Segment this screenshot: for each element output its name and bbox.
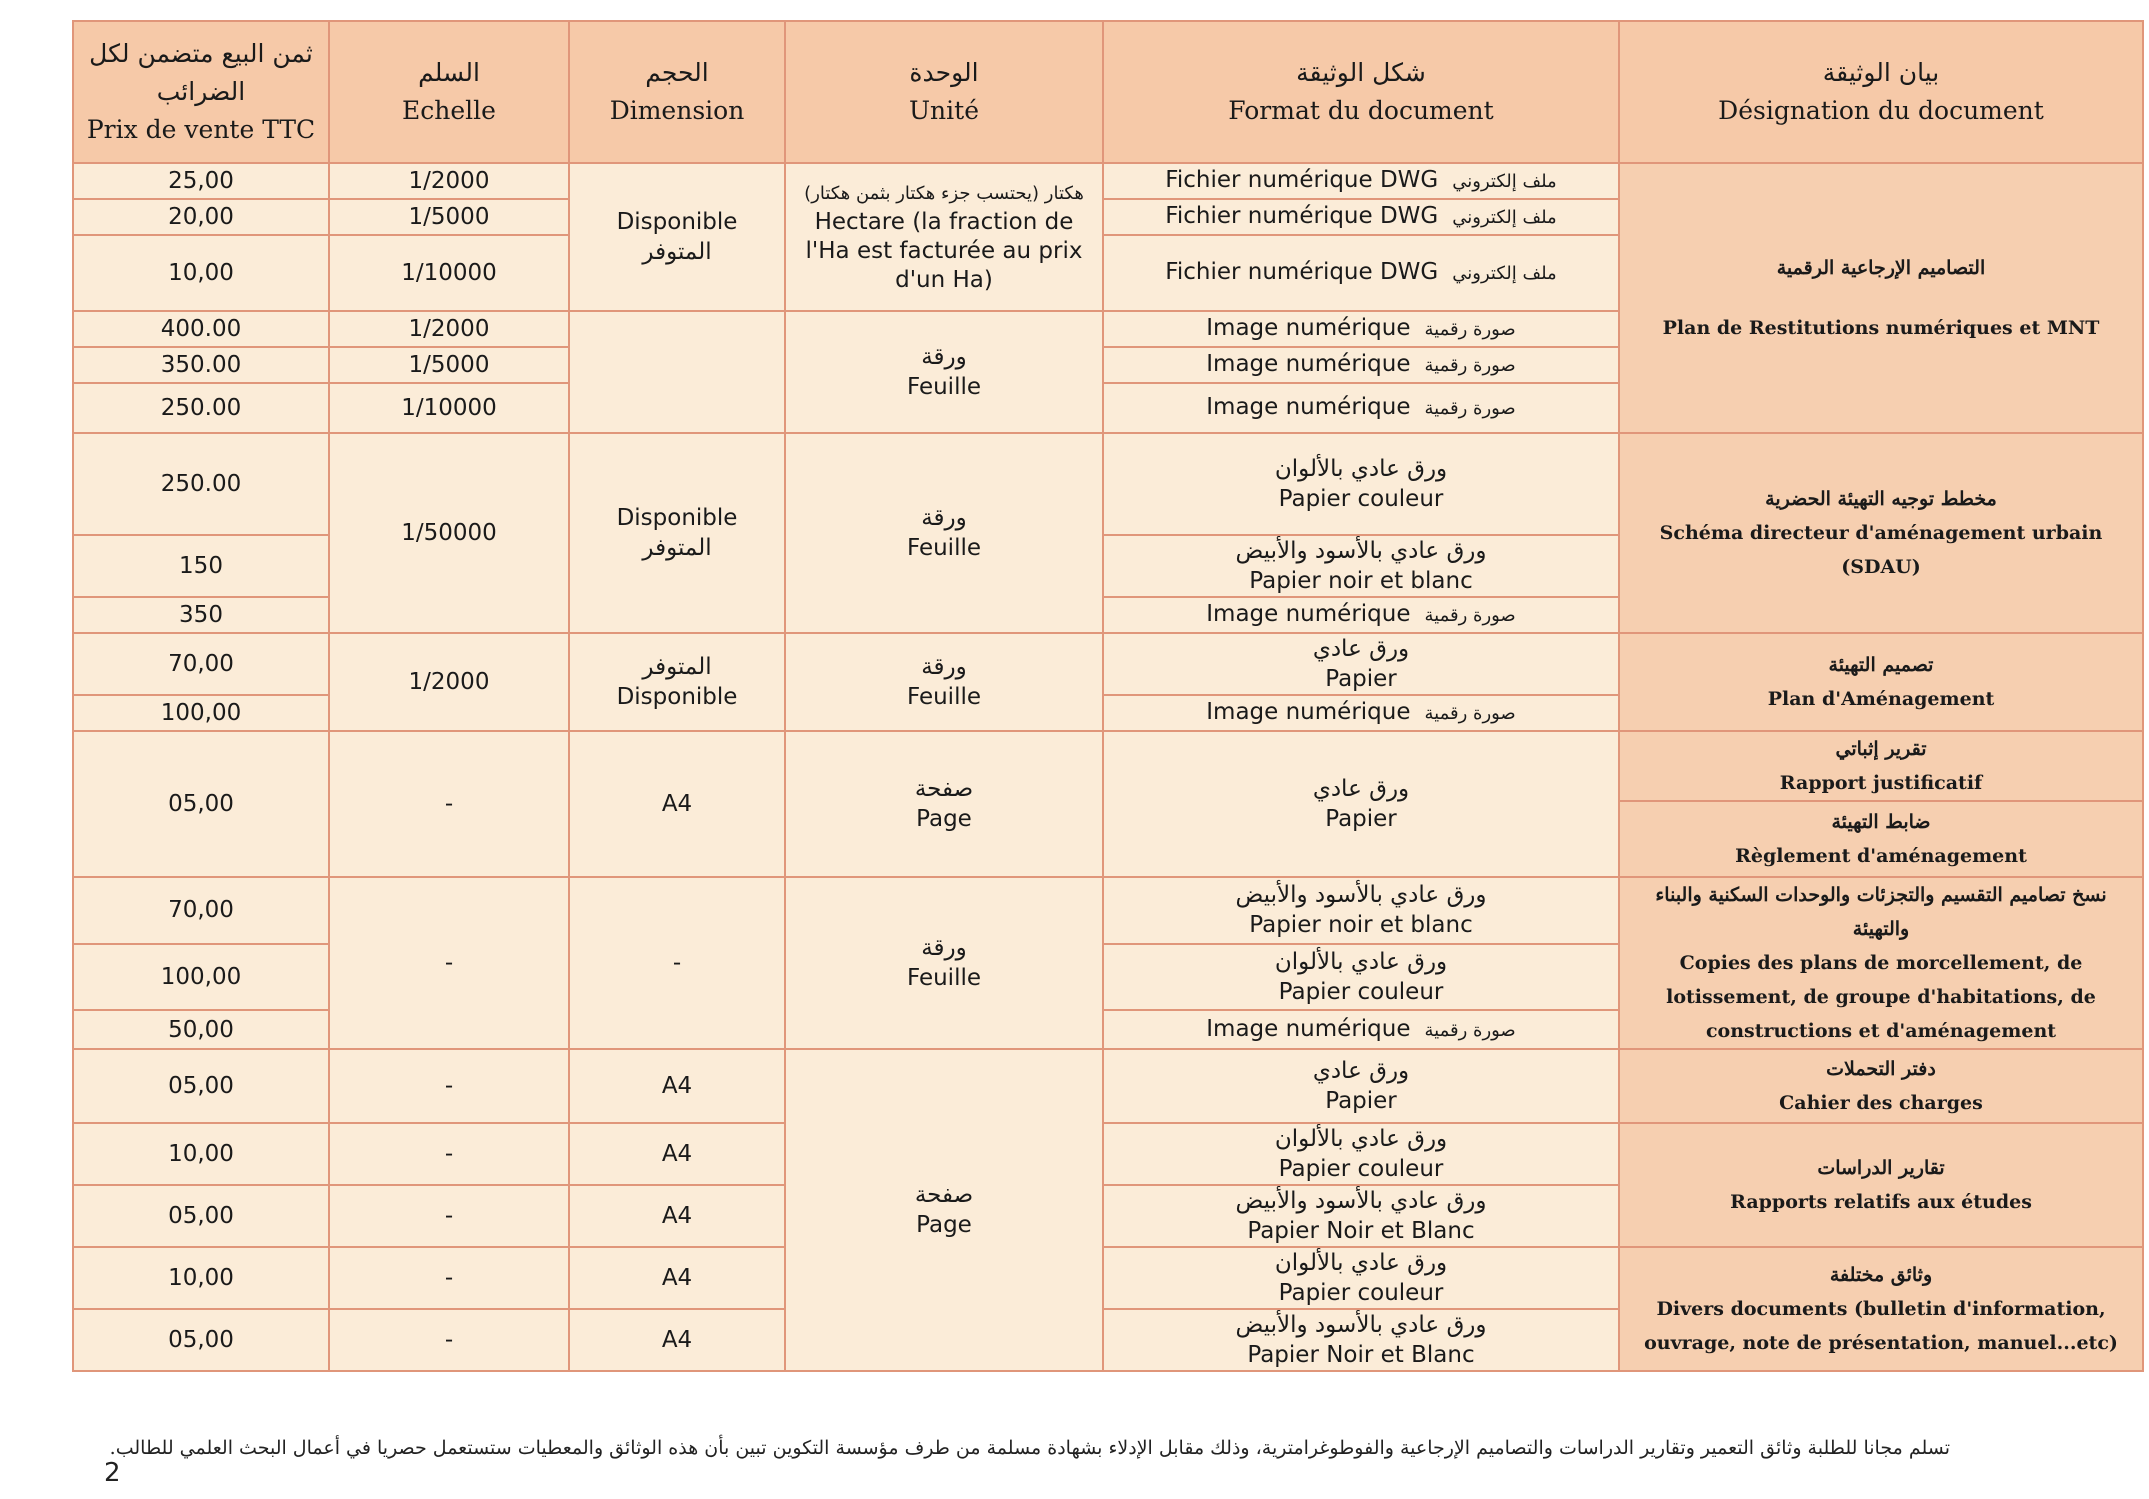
- unit-ar: صفحة: [914, 776, 974, 802]
- format-fr: Papier: [1325, 806, 1397, 832]
- scale-cell: -: [329, 877, 569, 1049]
- unit-cell: [785, 163, 1103, 311]
- designation-fr: Copies des plans de morcellement, de lotissement, de groupe d'habitations, de constructions et d'aménagement: [1666, 952, 2096, 1042]
- header-unit-fr: Unité: [908, 96, 979, 125]
- designation-fr: Règlement d'aménagement: [1735, 845, 2027, 867]
- price-cell: 100,00: [73, 944, 329, 1011]
- header-format-ar: شكل الوثيقة: [1296, 58, 1426, 87]
- unit-cell: [785, 731, 1103, 877]
- format-fr: Papier couleur: [1278, 1156, 1444, 1182]
- unit-fr: Feuille: [906, 965, 982, 991]
- dimension-ar: المتوفر: [642, 239, 712, 265]
- designation-copies: [1619, 877, 2143, 1049]
- dimension-fr: Disponible: [616, 684, 738, 710]
- format-fr: Image numérique: [1206, 315, 1411, 341]
- format-cell: [1103, 1049, 1619, 1123]
- format-ar: ملف إلكتروني: [1452, 207, 1557, 228]
- scale-cell: 1/2000: [329, 311, 569, 347]
- price-cell: 05,00: [73, 731, 329, 877]
- dimension-ar: المتوفر: [642, 535, 712, 561]
- scale-cell: 1/5000: [329, 347, 569, 383]
- price-cell: 05,00: [73, 1049, 329, 1123]
- dimension-cell: A4: [569, 1123, 785, 1185]
- format-fr: Papier couleur: [1278, 486, 1444, 512]
- table-row: [73, 877, 2143, 944]
- price-cell: 350.00: [73, 347, 329, 383]
- designation-ar: وثائق مختلفة: [1829, 1264, 1933, 1286]
- header-format: [1103, 21, 1619, 163]
- format-cell: [1103, 695, 1619, 731]
- header-scale-ar: السلم: [418, 58, 480, 87]
- scale-cell: -: [329, 1185, 569, 1247]
- format-cell: [1103, 944, 1619, 1011]
- dimension-cell: -: [569, 877, 785, 1049]
- table-row: [73, 731, 2143, 801]
- scale-cell: -: [329, 1123, 569, 1185]
- table-row: [73, 1049, 2143, 1123]
- price-cell: 20,00: [73, 199, 329, 235]
- page-number: 2: [104, 1458, 121, 1488]
- dimension-cell: A4: [569, 731, 785, 877]
- format-ar: صورة رقمية: [1424, 1019, 1516, 1041]
- dimension-cell: A4: [569, 1309, 785, 1371]
- format-cell: [1103, 1123, 1619, 1185]
- format-ar: ورق عادي بالأسود والأبيض: [1235, 882, 1487, 909]
- format-ar: صورة رقمية: [1424, 398, 1516, 419]
- format-fr: Papier noir et blanc: [1249, 568, 1473, 594]
- designation-ar: نسخ تصاميم التقسيم والتجزئات والوحدات السكنية والبناء والتهيئة: [1655, 884, 2107, 940]
- price-cell: 25,00: [73, 163, 329, 199]
- format-cell: [1103, 877, 1619, 944]
- price-cell: 10,00: [73, 1123, 329, 1185]
- format-ar: ورق عادي بالألوان: [1274, 1126, 1448, 1152]
- header-designation-fr: Désignation du document: [1718, 96, 2044, 125]
- format-fr: Fichier numérique DWG: [1165, 203, 1439, 229]
- header-unit-ar: الوحدة: [909, 58, 979, 87]
- scale-cell: 1/50000: [329, 433, 569, 633]
- unit-ar: صفحة: [914, 1182, 974, 1208]
- header-price-fr: Prix de vente TTC: [86, 115, 316, 144]
- header-scale-fr: Echelle: [402, 96, 496, 125]
- format-ar: ملف إلكتروني: [1452, 171, 1557, 192]
- format-ar: صورة رقمية: [1424, 605, 1516, 626]
- format-fr: Papier: [1325, 1088, 1397, 1114]
- format-ar: صورة رقمية: [1424, 319, 1516, 340]
- designation-fr: Schéma directeur d'aménagement urbain (SDAU): [1659, 522, 2103, 578]
- designation-etudes: [1619, 1123, 2143, 1247]
- format-ar: صورة رقمية: [1424, 355, 1516, 376]
- scale-cell: -: [329, 1309, 569, 1371]
- header-scale: [329, 21, 569, 163]
- header-price-ar: ثمن البيع متضمن لكل الضرائب: [89, 39, 313, 106]
- format-fr: Papier Noir et Blanc: [1247, 1218, 1475, 1244]
- price-cell: 250.00: [73, 433, 329, 535]
- format-fr: Image numérique: [1206, 351, 1411, 377]
- header-dimension-fr: Dimension: [609, 96, 745, 125]
- unit-fr: Page: [916, 806, 972, 832]
- price-cell: 05,00: [73, 1185, 329, 1247]
- unit-cell: [785, 311, 1103, 433]
- scale-cell: 1/2000: [329, 163, 569, 199]
- format-ar: ورق عادي بالأسود والأبيض: [1235, 538, 1487, 564]
- unit-fr: Feuille: [906, 684, 982, 710]
- format-cell: [1103, 433, 1619, 535]
- dimension-cell: A4: [569, 1247, 785, 1309]
- designation-fr: Divers documents (bulletin d'information, ouvrage, note de présentation, manuel...etc): [1644, 1298, 2118, 1354]
- format-ar: ورق عادي: [1312, 776, 1410, 802]
- format-fr: Papier couleur: [1278, 1280, 1444, 1306]
- designation-fr: Plan d'Aménagement: [1767, 688, 1995, 710]
- designation-ar: دفتر التحملات: [1826, 1058, 1936, 1080]
- format-cell: [1103, 633, 1619, 695]
- format-cell: [1103, 597, 1619, 633]
- table-row: [73, 1247, 2143, 1309]
- unit-fr: Feuille: [906, 535, 982, 561]
- unit-ar: ورقة: [921, 505, 967, 531]
- format-ar: ورق عادي بالأسود والأبيض: [1235, 1188, 1487, 1214]
- price-cell: 10,00: [73, 1247, 329, 1309]
- format-cell: [1103, 535, 1619, 597]
- format-cell: [1103, 347, 1619, 383]
- price-cell: 70,00: [73, 877, 329, 944]
- unit-ar: ورقة: [921, 654, 967, 680]
- table-row: [73, 433, 2143, 535]
- scale-cell: -: [329, 1049, 569, 1123]
- dimension-cell: [569, 311, 785, 433]
- format-ar: ورق عادي بالألوان: [1274, 948, 1448, 975]
- dimension-cell: A4: [569, 1049, 785, 1123]
- format-fr: Papier noir et blanc: [1249, 912, 1473, 939]
- designation-rapport: [1619, 731, 2143, 801]
- scale-cell: 1/5000: [329, 199, 569, 235]
- format-cell: [1103, 163, 1619, 199]
- format-cell: [1103, 731, 1619, 877]
- dimension-fr: Disponible: [616, 505, 738, 531]
- header-unit: [785, 21, 1103, 163]
- price-cell: 05,00: [73, 1309, 329, 1371]
- format-fr: Fichier numérique DWG: [1165, 259, 1439, 285]
- scale-cell: 1/10000: [329, 383, 569, 433]
- unit-cell: [785, 433, 1103, 633]
- unit-fr: Feuille: [906, 374, 982, 400]
- format-fr: Fichier numérique DWG: [1165, 167, 1439, 193]
- price-cell: 100,00: [73, 695, 329, 731]
- designation-ar: ضابط التهيئة: [1831, 811, 1931, 833]
- dimension-cell: A4: [569, 1185, 785, 1247]
- header-designation-ar: بيان الوثيقة: [1822, 58, 1940, 87]
- table-row: [73, 1123, 2143, 1185]
- price-cell: 350: [73, 597, 329, 633]
- unit-ar: ورقة: [921, 344, 967, 370]
- designation-cahier: [1619, 1049, 2143, 1123]
- unit-ar: هكتار (يحتسب جزء هكتار بثمن هكتار): [804, 183, 1084, 204]
- format-ar: ملف إلكتروني: [1452, 263, 1557, 284]
- format-ar: ورق عادي بالألوان: [1274, 1250, 1448, 1276]
- format-cell: [1103, 1010, 1619, 1049]
- scale-cell: -: [329, 1247, 569, 1309]
- designation-ar: التصاميم الإرجاعية الرقمية: [1776, 257, 1986, 279]
- designation-ar: تقارير الدراسات: [1817, 1157, 1945, 1179]
- footnote: تسلم مجانا للطلبة وثائق التعمير وتقارير الدراسات والتصاميم الإرجاعية والفوطوغرامترية، وذلك مقابل الإدلاء بشهادة مسلمة من طرف مؤسسة التكوين تبين بأن هذه الوثائق والمعطيات ستستعمل حصريا في أعمال البحث العلمي للطالب.: [109, 1437, 1950, 1459]
- price-cell: 10,00: [73, 235, 329, 311]
- price-table: [72, 20, 2144, 1372]
- format-fr: Papier Noir et Blanc: [1247, 1342, 1475, 1368]
- table-row: [73, 633, 2143, 695]
- unit-ar: ورقة: [921, 935, 967, 961]
- designation-ar: تصميم التهيئة: [1828, 654, 1934, 676]
- dimension-cell: [569, 163, 785, 311]
- header-dimension-ar: الحجم: [645, 58, 709, 87]
- scale-cell: 1/2000: [329, 633, 569, 731]
- designation-fr: Rapports relatifs aux études: [1730, 1191, 2032, 1213]
- designation-amenagement: [1619, 633, 2143, 731]
- price-cell: 150: [73, 535, 329, 597]
- scale-cell: 1/10000: [329, 235, 569, 311]
- dimension-ar: المتوفر: [642, 654, 712, 680]
- unit-fr: Page: [916, 1212, 972, 1238]
- format-ar: ورق عادي بالألوان: [1274, 456, 1448, 482]
- format-cell: [1103, 199, 1619, 235]
- dimension-fr: Disponible: [616, 209, 738, 235]
- designation-fr: Plan de Restitutions numériques et MNT: [1662, 317, 2100, 339]
- designation-divers: [1619, 1247, 2143, 1371]
- format-fr: Image numérique: [1206, 699, 1411, 725]
- format-ar: صورة رقمية: [1424, 703, 1516, 724]
- price-cell: 50,00: [73, 1010, 329, 1049]
- designation-restitution: [1619, 163, 2143, 433]
- header-designation: [1619, 21, 2143, 163]
- designation-reglement: [1619, 801, 2143, 877]
- format-cell: [1103, 1309, 1619, 1371]
- dimension-cell: [569, 633, 785, 731]
- price-cell: 250.00: [73, 383, 329, 433]
- designation-sdau: [1619, 433, 2143, 633]
- header-price: [73, 21, 329, 163]
- designation-fr: Cahier des charges: [1779, 1092, 1983, 1114]
- price-cell: 400.00: [73, 311, 329, 347]
- unit-fr: Hectare (la fraction de l'Ha est facturée au prix d'un Ha): [805, 209, 1083, 293]
- scale-cell: -: [329, 731, 569, 877]
- designation-ar: مخطط توجيه التهيئة الحضرية: [1765, 488, 1997, 510]
- format-cell: [1103, 383, 1619, 433]
- designation-fr: Rapport justificatif: [1779, 772, 1983, 794]
- unit-cell: [785, 633, 1103, 731]
- format-ar: ورق عادي: [1312, 1058, 1410, 1084]
- header-format-fr: Format du document: [1228, 96, 1494, 125]
- table-row: [73, 163, 2143, 199]
- dimension-cell: [569, 433, 785, 633]
- format-ar: ورق عادي: [1312, 636, 1410, 662]
- format-cell: [1103, 1185, 1619, 1247]
- format-fr: Image numérique: [1206, 394, 1411, 420]
- format-fr: Image numérique: [1206, 601, 1411, 627]
- format-cell: [1103, 235, 1619, 311]
- format-fr: Image numérique: [1206, 1015, 1411, 1042]
- format-cell: [1103, 311, 1619, 347]
- format-fr: Papier couleur: [1278, 978, 1444, 1005]
- header-dimension: [569, 21, 785, 163]
- format-cell: [1103, 1247, 1619, 1309]
- header-row: [73, 21, 2143, 163]
- format-ar: ورق عادي بالأسود والأبيض: [1235, 1312, 1487, 1338]
- unit-cell: [785, 877, 1103, 1049]
- price-cell: 70,00: [73, 633, 329, 695]
- format-fr: Papier: [1325, 666, 1397, 692]
- designation-ar: تقرير إثباتي: [1835, 738, 1927, 760]
- unit-cell: [785, 1049, 1103, 1371]
